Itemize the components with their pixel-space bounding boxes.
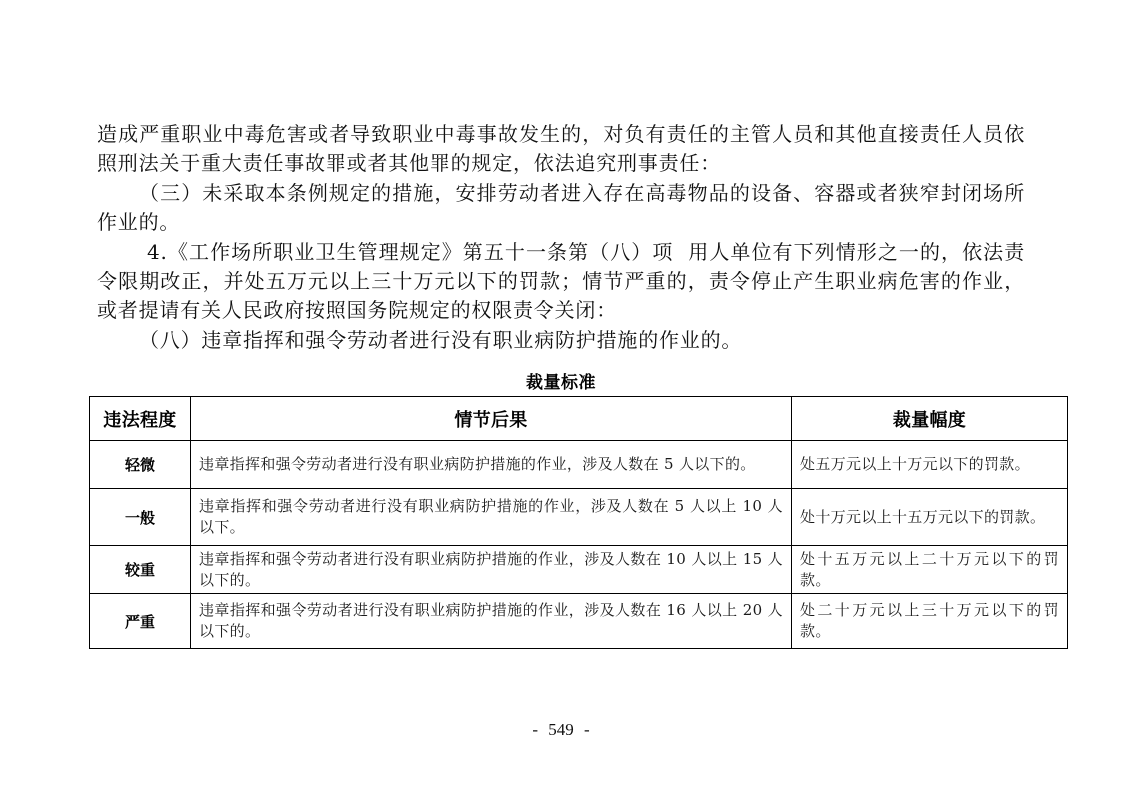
cell-circumstances: 违章指挥和强令劳动者进行没有职业病防护措施的作业，涉及人数在 16 人以上 20 人以下的。	[191, 594, 792, 649]
table-row	[90, 441, 1068, 489]
body-line: 或者提请有关人民政府按照国务院规定的权限责令关闭：	[97, 298, 617, 323]
header-violation-level: 违法程度	[90, 397, 191, 441]
cell-circumstances: 违章指挥和强令劳动者进行没有职业病防护措施的作业，涉及人数在 5 人以上 10 人以下。	[191, 489, 792, 546]
table-row	[90, 594, 1068, 649]
header-penalty-range: 裁量幅度	[792, 397, 1068, 441]
body-line: 作业的。	[97, 210, 181, 235]
header-circumstances: 情节后果	[191, 397, 792, 441]
body-line: （三）未采取本条例规定的措施，安排劳动者进入存在高毒物品的设备、容器或者狭窄封闭场所	[139, 180, 1025, 205]
cell-violation-level: 较重	[90, 546, 191, 594]
table-row	[90, 546, 1068, 594]
page-number: - 549 -	[532, 720, 590, 739]
cell-circumstances: 违章指挥和强令劳动者进行没有职业病防护措施的作业，涉及人数在 10 人以上 15 人以下的。	[191, 546, 792, 594]
body-line: 造成严重职业中毒危害或者导致职业中毒事故发生的，对负有责任的主管人员和其他直接责任人员依	[97, 122, 1025, 146]
cell-penalty-range: 处十万元以上十五万元以下的罚款。	[792, 489, 1068, 546]
body-line: 照刑法关于重大责任事故罪或者其他罪的规定，依法追究刑事责任：	[97, 151, 721, 176]
cell-violation-level: 轻微	[90, 441, 191, 489]
table-body	[90, 441, 1068, 649]
penalty-standard-table	[89, 396, 1068, 649]
body-line: 4.《工作场所职业卫生管理规定》第五十一条第（八）项 用人单位有下列情形之一的，依法责	[147, 239, 1025, 264]
cell-violation-level: 严重	[90, 594, 191, 649]
cell-penalty-range: 处二十万元以上三十万元以下的罚款。	[792, 594, 1068, 649]
cell-penalty-range: 处五万元以上十万元以下的罚款。	[792, 441, 1068, 489]
table-header-row	[90, 397, 1068, 441]
cell-violation-level: 一般	[90, 489, 191, 546]
body-line: （八）违章指挥和强令劳动者进行没有职业病防护措施的作业的。	[139, 327, 743, 352]
cell-circumstances: 违章指挥和强令劳动者进行没有职业病防护措施的作业，涉及人数在 5 人以下的。	[191, 441, 792, 489]
body-line: 令限期改正，并处五万元以上三十万元以下的罚款；情节严重的，责令停止产生职业病危害的作业，	[97, 268, 1025, 293]
table-head	[90, 397, 1068, 441]
body-text	[97, 120, 1025, 355]
cell-penalty-range: 处十五万元以上二十万元以下的罚款。	[792, 546, 1068, 594]
table-row	[90, 489, 1068, 546]
table-title: 裁量标准	[526, 373, 596, 393]
